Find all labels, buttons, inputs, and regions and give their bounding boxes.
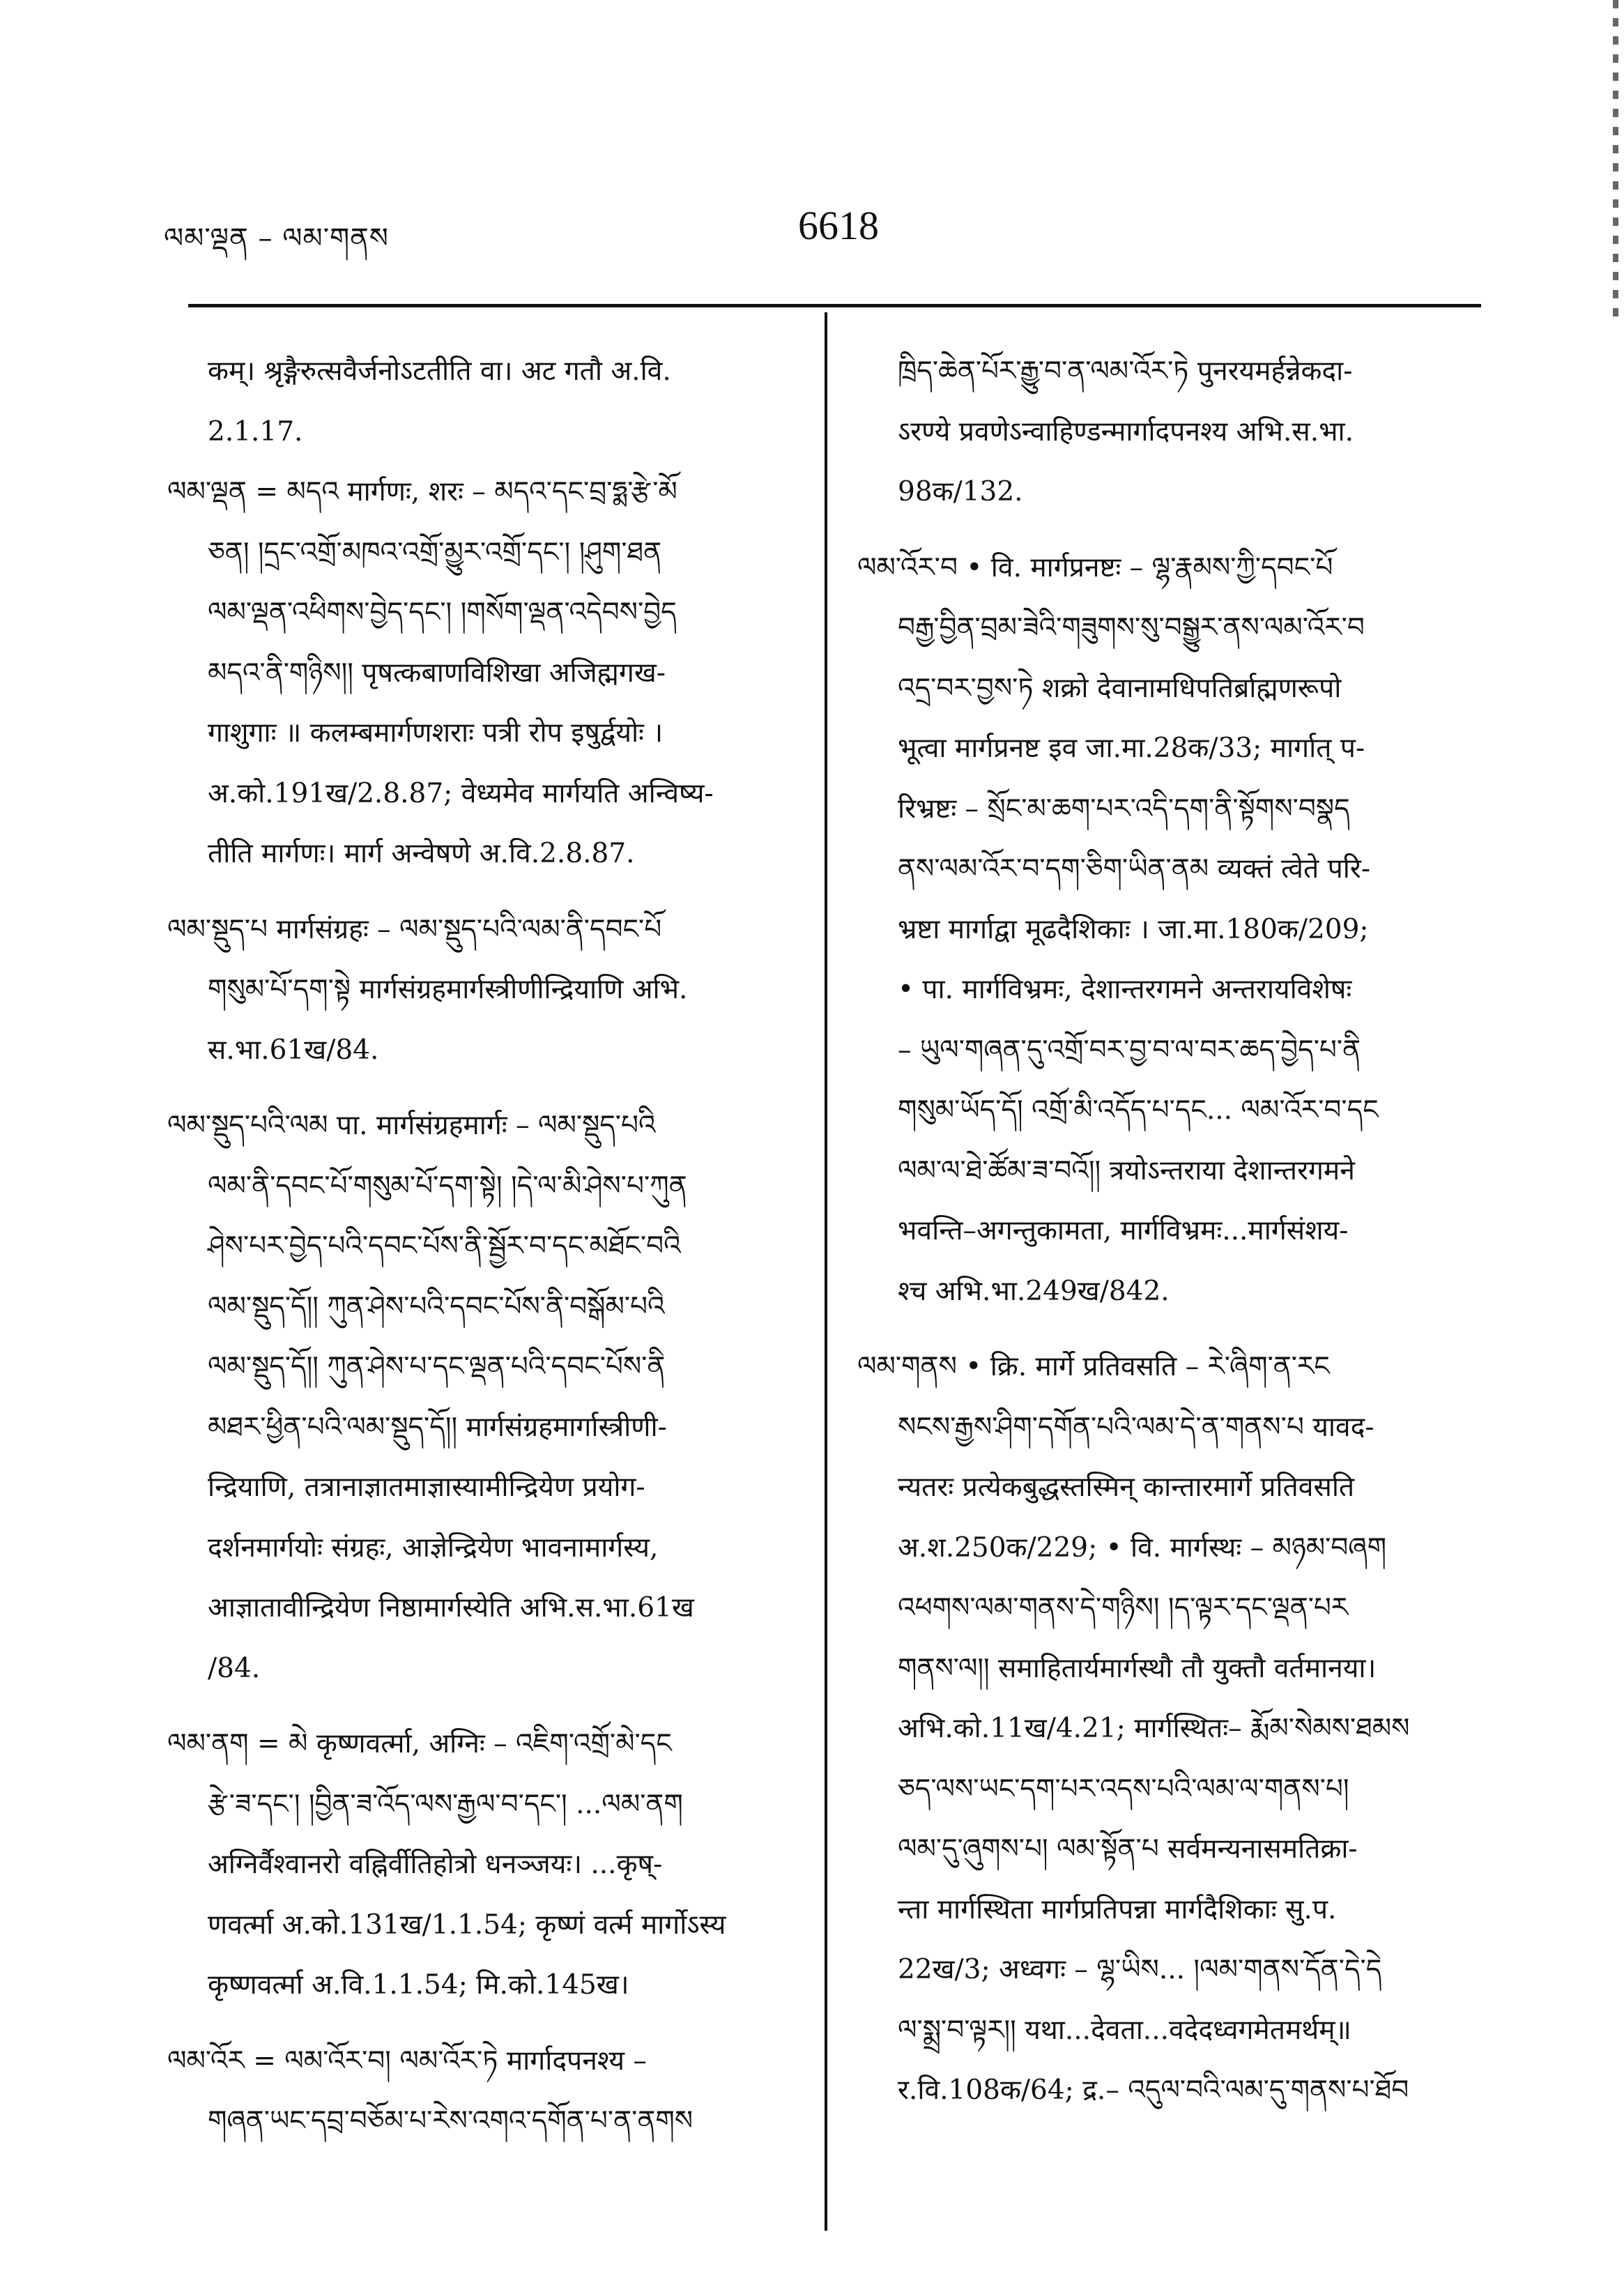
- header-rule: [188, 304, 1481, 307]
- right-column: [857, 342, 1488, 2121]
- entry-text-line: ལ་སྨྲ་བ་ལྟར།། यथा...देवता...वदेदध्वगमेतमर्थम्॥: [898, 2014, 1351, 2046]
- page-number: 6618: [798, 203, 879, 248]
- entry-text-line: ལམ་སྡུད་དོ།། ཀུན་ཤེས་པ་དང་ལྡན་པའི་དབང་པོས་ནི: [208, 1351, 666, 1382]
- entry-text-line: भ्रष्टा मार्गाद्वा मूढदैशिकाः । जा.मा.180क/209;: [898, 913, 1369, 945]
- entry-text-line: दर्शनमार्गयोः संग्रहः, आज्ञेन्द्रियेण भावनामार्गस्य,: [208, 1532, 659, 1564]
- entry-text-line: འཕགས་ལམ་གནས་དེ་གཉིས། །ད་ལྟར་དང་ལྡན་པར: [898, 1592, 1349, 1624]
- entry-text-line: तीति मार्गणः। मार्ग अन्वेषणे अ.वि.2.8.87.: [208, 838, 635, 869]
- entry-headword-line: ལམ་འོར་བ • वि. मार्गप्रनष्टः – ལྷ་རྣམས་ཀྱི་དབང་པོ: [857, 551, 1333, 583]
- entry-text-line: न्ता मार्गस्थिता मार्गप्रतिपन्ना मार्गदैशिकाः सु.प.: [898, 1893, 1337, 1925]
- entry-text-line: कृष्णवर्त्मा अ.वि.1.1.54; मि.को.145ख।: [208, 1969, 629, 2001]
- entry-text-line: • पा. मार्गविभ्रमः, देशान्तरगमने अन्तरायविशेषः: [898, 974, 1352, 1005]
- entry-headword-line: ལམ་ནག = མེ कृष्णवर्त्मा, अग्निः – འཇིག་འགྲོ་མེ་དང: [167, 1728, 672, 1759]
- entry-text-line: भूत्वा मार्गप्रनष्ट इव जा.मा.28क/33; मार्गात् प-: [898, 733, 1365, 764]
- entry-text-line: འདྲ་བར་བྱས་ཏེ शक्रो देवानामधिपतिर्ब्राह्मणरूपो: [898, 672, 1342, 704]
- entry-text-line: བརྒྱ་བྱིན་བྲམ་ཟེའི་གཟུགས་སུ་བསྒྱུར་ནས་ལམ་འོར་བ: [898, 612, 1365, 643]
- entry-text-line: ཤེས་པར་བྱེད་པའི་དབང་པོས་ནི་སྦྱོར་བ་དང་མཐོང་བའི: [208, 1230, 681, 1262]
- column-divider: [825, 312, 827, 2231]
- entry-text-line: ཁྲིད་ཆེན་པོར་རྒྱུ་བ་ན་ལམ་འོར་ཏེ पुनरयमर्हन्नेकदा-: [898, 356, 1353, 387]
- left-column: [167, 342, 809, 2152]
- running-header: ལམ་ལྡན – ལམ་གནས: [164, 222, 389, 254]
- entry-text-line: भवन्ति–अगन्तुकामता, मार्गविभ्रमः...मार्गसंशय-: [898, 1215, 1349, 1246]
- entry-text-line: 22ख/3; अध्वगः – ལྷ་ཡིས... །ལམ་གནས་དོན་དེ་དེ: [898, 1954, 1382, 1985]
- entry-text-line: रिभ्रष्टः – སྲོང་མ་ཆག་པར་འདི་དག་ནི་སྟོགས་བསྣད: [898, 793, 1350, 825]
- entry-text-line: न्द्रियाणि, तत्रानाज्ञातमाज्ञास्यामीन्द्रियेण प्रयोग-: [208, 1472, 645, 1503]
- entry-text-line: ལམ་སྡུད་དོ།། ཀུན་ཤེས་པའི་དབང་པོས་ནི་བསྒོམ་པའི: [208, 1290, 665, 1322]
- entry-text-line: གཞན་ཡང་དབྲ་བཅོམ་པ་རེས་འགའ་དགོན་པ་ན་ནགས: [208, 2105, 694, 2137]
- entry-text-line: གནས་ལ།། समाहितार्यमार्गस्थौ तौ युक्तौ वर्तमानया।: [898, 1652, 1377, 1684]
- entry-headword-line: ལམ་འོར = ལམ་འོར་བ། ལམ་འོར་ཏེ मार्गादपनश्य –: [167, 2045, 647, 2077]
- entry-headword-line: ལམ་སྡུད་པའི་ལམ पा. मार्गसंग्रहमार्गः – ལམ་སྡུད་པའི: [167, 1110, 656, 1141]
- entry-text-line: ལམ་ལ་ཐེ་ཚོམ་ཟ་བའོ།། त्रयोऽन्तराया देशान्तरगमने: [898, 1154, 1355, 1186]
- entry-text-line: ལམ་ནི་དབང་པོ་གསུམ་པོ་དག་སྟེ། །དེ་ལ་མི་ཤེས་པ་ཀུན: [208, 1170, 687, 1202]
- entry-text-line: आज्ञातावीन्द्रियेण निष्ठामार्गस्येति अभि.स.भा.61ख: [208, 1592, 694, 1624]
- entry-text-line: ལམ་ལྡན་འཕིགས་བྱེད་དང་། །གསོག་ལྡན་འདེབས་བྱེད: [208, 597, 677, 628]
- entry-text-line: – ཡུལ་གཞན་དུ་འགྲོ་བར་བྱ་བ་ལ་བར་ཆད་བྱེད་པ་ནི: [898, 1034, 1361, 1066]
- entry-text-line: མདའ་ནི་གཉིས།། पृषत्कबाणविशिखा अजिह्मगख-: [208, 657, 666, 689]
- entry-text-line: ཅད་ལས་ཡང་དག་པར་འདས་པའི་ལམ་ལ་གནས་པ།: [898, 1773, 1349, 1805]
- entry-text-line: स.भा.61ख/84.: [208, 1034, 379, 1066]
- entry-headword-line: ལམ་ལྡན = མདའ मार्गणः, शरः – མདའ་དང་བྲ་ཧྨ་རྩེ་མོ: [167, 476, 677, 507]
- entry-headword-line: ལམ་གནས • क्रि. मार्गे प्रतिवसति – རེ་ཞིག་ན་རང: [857, 1351, 1330, 1382]
- entry-text-line: कम्। श्रृङ्गैरुत्सवैर्जनोऽटतीति वा। अट गतौ अ.वि.: [208, 356, 671, 387]
- entry-text-line: ཅན། །དྲང་འགྲོ་མཁའ་འགྲོ་མྱུར་འགྲོ་དང་། །ཤུག་ཐན: [208, 536, 662, 568]
- entry-text-line: न्यतरः प्रत्येकबुद्धस्तस्मिन् कान्तारमार्गे प्रतिवसति: [898, 1472, 1355, 1503]
- entry-text-line: གསུམ་ཡོད་དོ། འགྲོ་མི་འདོད་པ་དང... ལམ་འོར་བ་དང: [898, 1094, 1379, 1126]
- entry-text-line: र.वि.108क/64; द्र.– འདུལ་བའི་ལམ་དུ་གནས་པ་ཐོབ: [898, 2075, 1409, 2106]
- entry-text-line: अग्निर्वैश्वानरो वह्निर्वीतिहोत्रो धनञ्जयः। ...कृष्-: [208, 1849, 663, 1880]
- entry-text-line: མཐར་ཕྱིན་པའི་ལམ་སྡུད་དོ།། मार्गसंग्रहमार्गास्त्रीणी-: [208, 1411, 667, 1443]
- entry-text-line: श्च अभि.भा.249ख/842.: [898, 1275, 1170, 1307]
- entry-headword-line: ལམ་སྡུད་པ मार्गसंग्रहः – ལམ་སྡུད་པའི་ལམ་ནི་དབང་པོ: [167, 913, 662, 945]
- entry-text-line: ལམ་དུ་ཞུགས་པ། ལམ་སྟོན་པ सर्वमन्यनासमतिक्रा-: [898, 1833, 1358, 1865]
- entry-text-line: 98क/132.: [898, 476, 1023, 507]
- entry-text-line: अभि.को.11ख/4.21; मार्गस्थितः– རྨོམ་སེམས་ཐམས: [898, 1713, 1410, 1744]
- entry-text-line: ནས་ལམ་འོར་བ་དག་ཅིག་ཡིན་ནམ व्यक्तं त्वेते परि-: [898, 853, 1370, 885]
- entry-text-line: རྩེ་ཟ་དང་། །བྱིན་ཟ་འོད་ལས་རྒྱལ་བ་དང་། ...ལམ་ནག: [208, 1788, 683, 1820]
- entry-text-line: /84.: [208, 1652, 261, 1684]
- entry-text-line: གསུམ་པོ་དག་སྟེ मार्गसंग्रहमार्गस्त्रीणीन्द्रियाणि अभि.: [208, 974, 688, 1005]
- entry-text-line: गाशुगाः ॥ कलम्बमार्गणशराः पत्री रोप इषुर्द्वयोः ।: [208, 717, 664, 749]
- entry-text-line: अ.श.250क/229; • वि. मार्गस्थः – མཉམ་བཞག: [898, 1532, 1387, 1564]
- entry-text-line: णवर्त्मा अ.को.131ख/1.1.54; कृष्णं वर्त्म मार्गोऽस्य: [208, 1909, 726, 1941]
- entry-text-line: སངས་རྒྱས་ཤིག་དགོན་པའི་ལམ་དེ་ན་གནས་པ यावद-: [898, 1411, 1374, 1443]
- entry-text-line: अ.को.191ख/2.8.87; वेध्यमेव मार्गयति अन्विष्य-: [208, 777, 714, 809]
- entry-text-line: ऽरण्ये प्रवणेऽन्वाहिण्डन्मार्गादपनश्य अभि.स.भा.: [898, 415, 1354, 448]
- entry-text-line: 2.1.17.: [208, 415, 303, 448]
- scan-edge-mark: [1613, 0, 1618, 321]
